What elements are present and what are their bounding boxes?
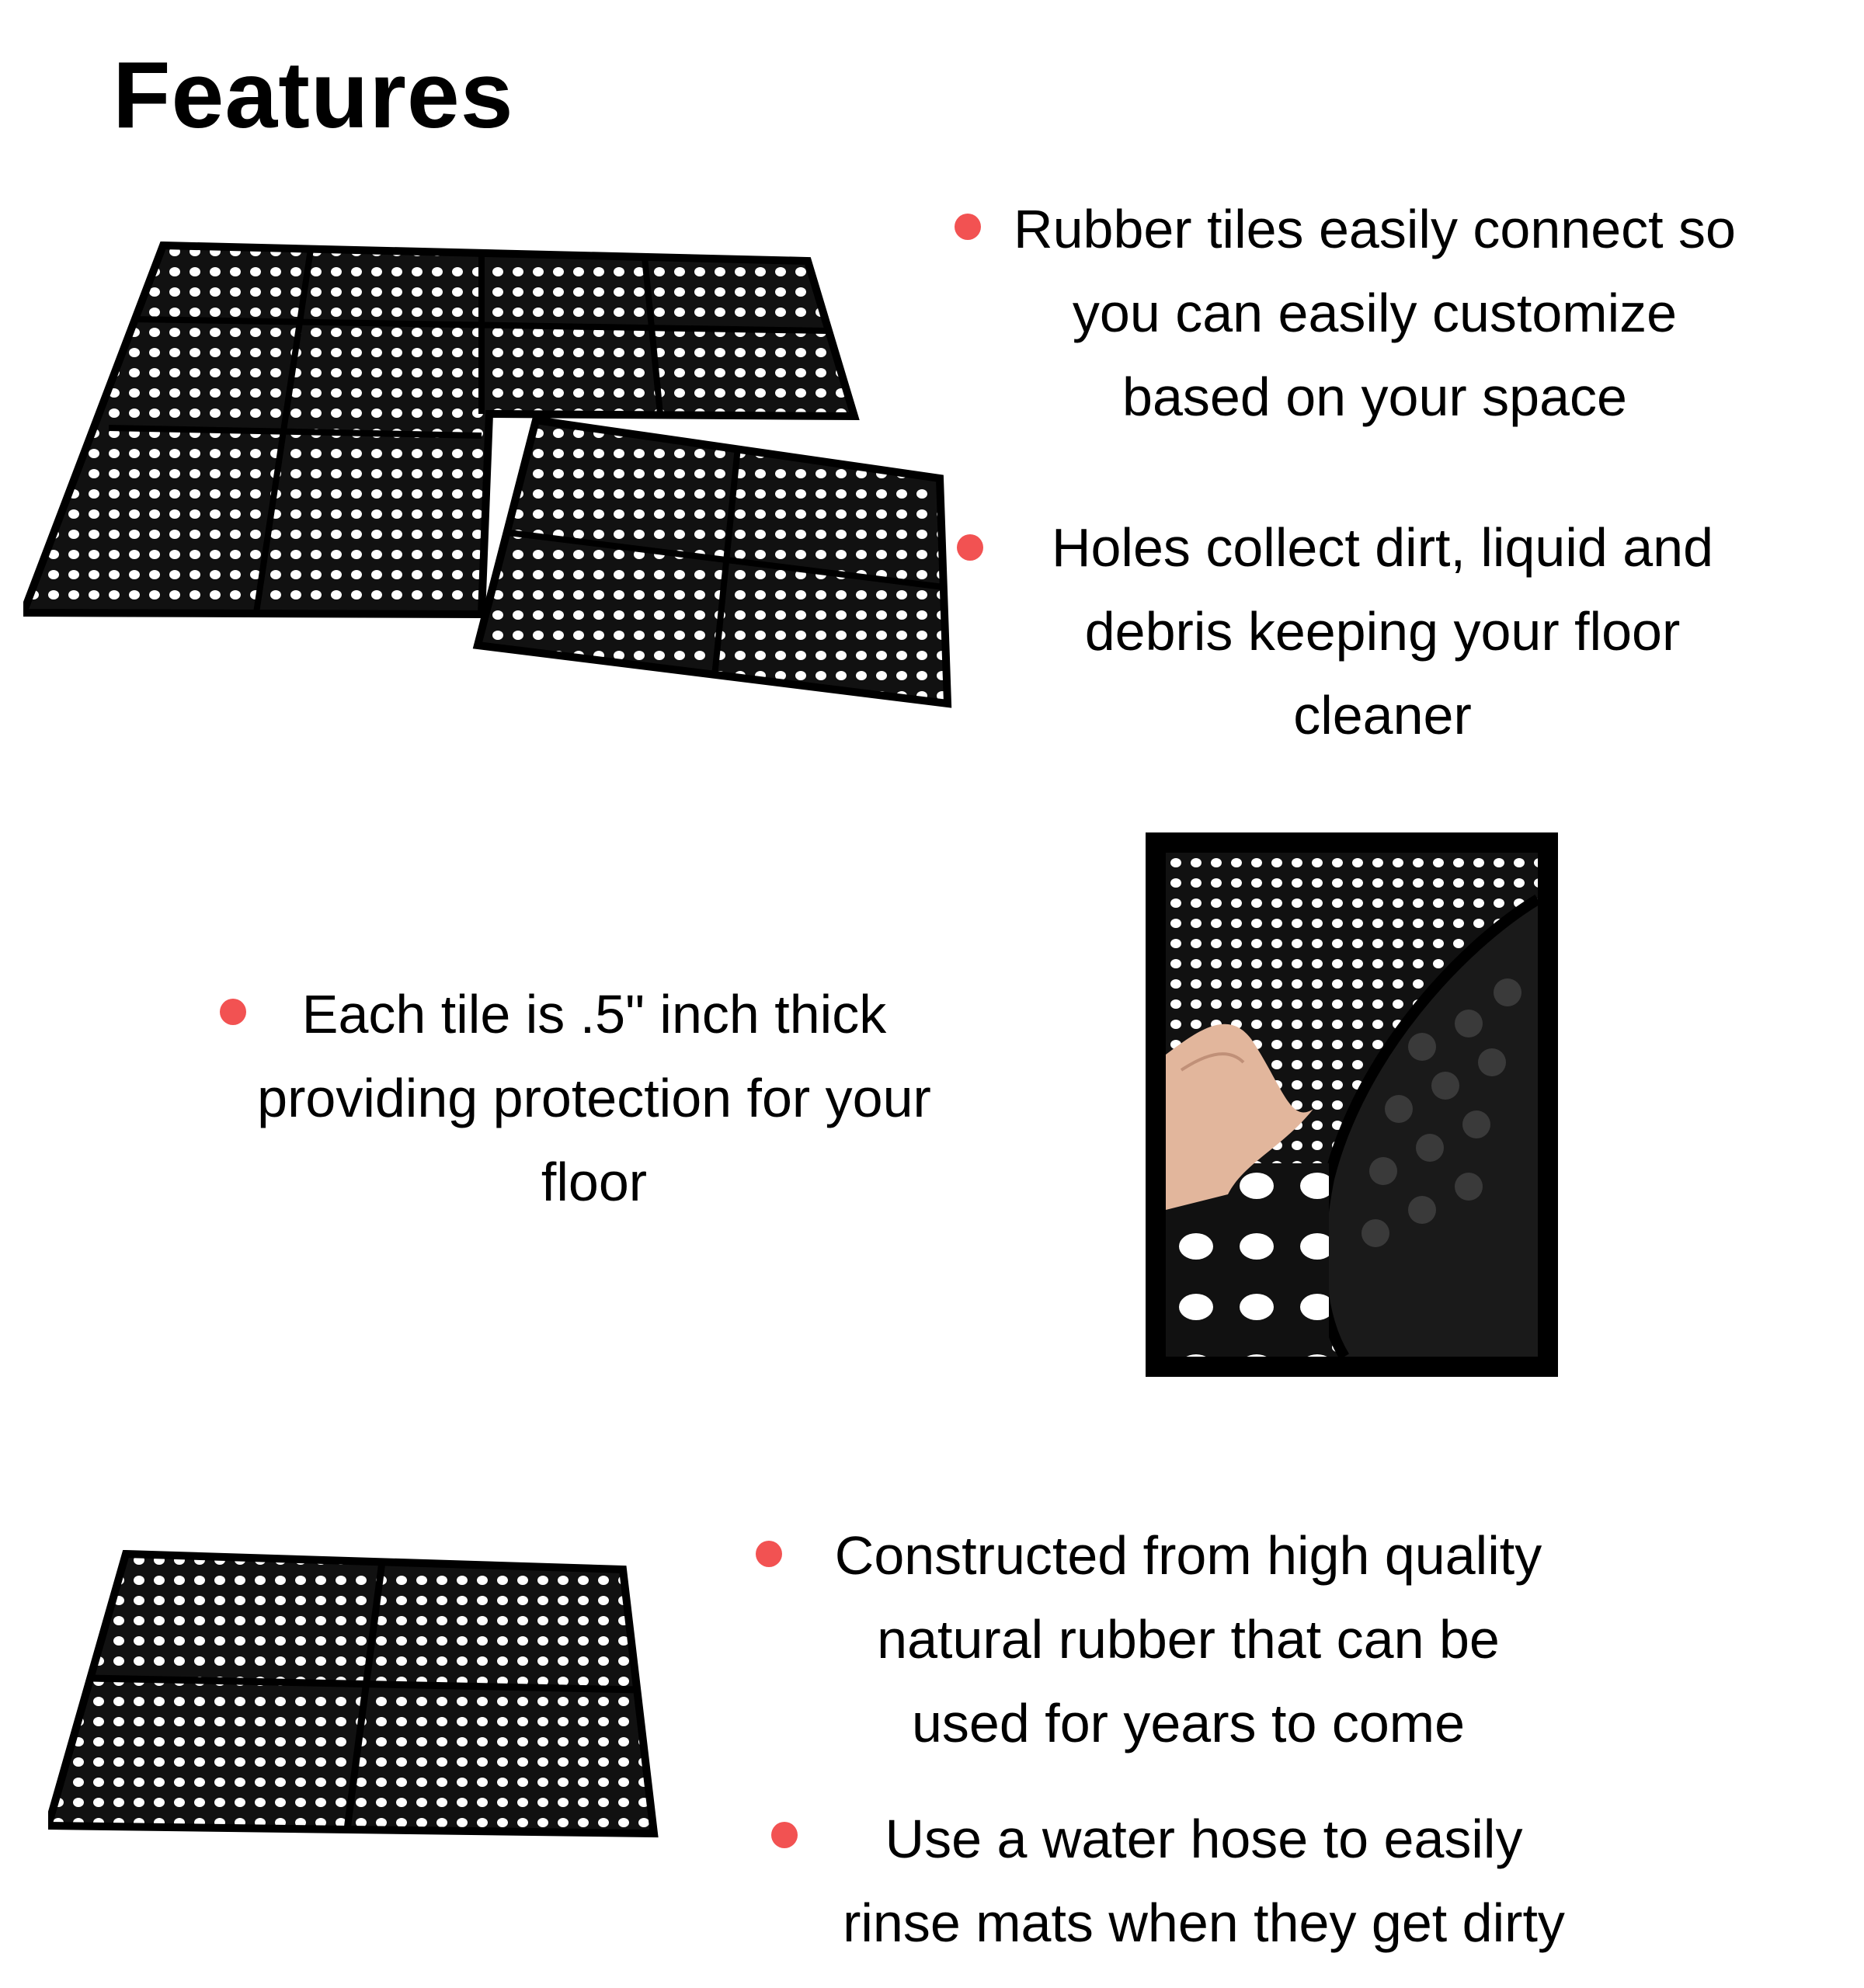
feature-cleaning — [800, 1797, 1608, 1965]
feature-line: cleaner — [1293, 685, 1472, 746]
feature-line: Each tile is .5" inch thick — [301, 984, 887, 1044]
feature-line: based on your space — [1122, 367, 1627, 427]
bullet-dot — [756, 1541, 782, 1567]
feature-connect — [963, 187, 1786, 439]
single-mat-image — [48, 1550, 662, 1861]
feature-line: providing protection for your — [257, 1068, 931, 1128]
connected-mats-image — [23, 242, 955, 715]
feature-line: Constructed from high quality — [834, 1525, 1542, 1586]
feature-line: rinse mats when they get dirty — [843, 1892, 1565, 1953]
feature-line: you can easily customize — [1072, 283, 1678, 343]
feature-thickness — [206, 972, 982, 1224]
page-title: Features — [113, 42, 514, 148]
mat-closeup-image — [1146, 832, 1558, 1377]
feature-line: natural rubber that can be — [877, 1609, 1500, 1670]
feature-holes — [979, 506, 1786, 757]
feature-line: debris keeping your floor — [1084, 601, 1681, 662]
feature-line: Use a water hose to easily — [885, 1809, 1523, 1869]
feature-line: used for years to come — [912, 1693, 1465, 1753]
feature-line: Holes collect dirt, liquid and — [1051, 517, 1714, 578]
feature-line: floor — [541, 1152, 648, 1212]
feature-quality — [784, 1514, 1592, 1765]
bullet-dot — [771, 1822, 798, 1848]
feature-line: Rubber tiles easily connect so — [1014, 199, 1736, 259]
